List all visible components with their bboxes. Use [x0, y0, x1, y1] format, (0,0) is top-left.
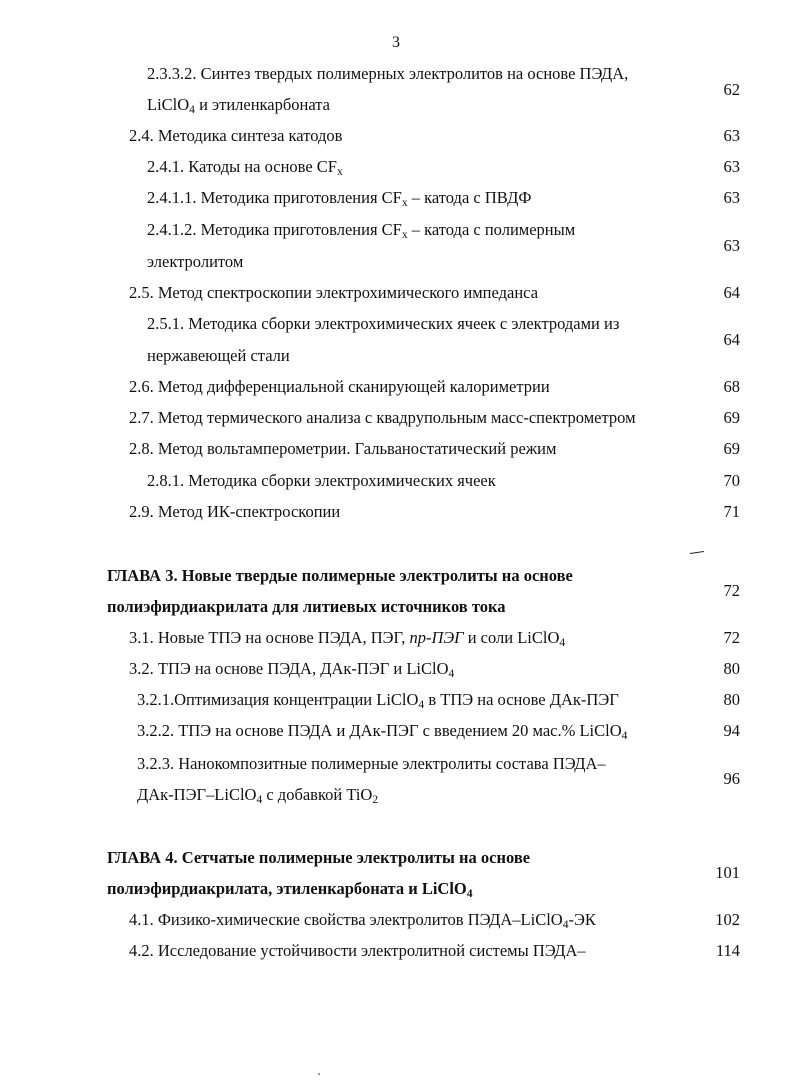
- toc-entry-text: 3.1. Новые ТПЭ на основе ПЭДА, ПЭГ, пр-ПЭГ и соли LiClO$_4$: [129, 628, 566, 649]
- toc-chapter-text: ГЛАВА 3. Новые твердые полимерные электролиты на основе: [107, 566, 573, 585]
- toc-entry-text: 2.6. Метод дифференциальной сканирующей калориметрии: [129, 377, 550, 396]
- toc-page-number: 62: [723, 80, 740, 99]
- toc-page-number: 70: [723, 471, 740, 490]
- toc-entry-text: электролитом: [147, 252, 244, 271]
- toc-entry-text: 4.1. Физико-химические свойства электролитов ПЭДА–LiClO$_4$-ЭК: [129, 910, 596, 931]
- toc-entry-text: 2.4.1.1. Методика приготовления $CF_x$ – катода с ПВДФ: [147, 188, 532, 209]
- toc-entry-text: 2.9. Метод ИК-спектроскопии: [129, 502, 341, 521]
- toc-chapter-text: полиэфирдиакрилата для литиевых источников тока: [107, 597, 506, 616]
- toc-entry-text: 2.8.1. Методика сборки электрохимических ячеек: [147, 471, 496, 490]
- toc-page-number: 63: [723, 126, 740, 145]
- toc-page-number: 80: [723, 659, 740, 678]
- toc-entry-text: 2.3.3.2. Синтез твердых полимерных электролитов на основе ПЭДА,: [147, 64, 629, 83]
- toc-page-number: 63: [723, 188, 740, 207]
- stray-mark: [690, 551, 704, 554]
- toc-entry-text: 2.5. Метод спектроскопии электрохимического импеданса: [129, 283, 539, 302]
- toc-entry-text: 4.2. Исследование устойчивости электролитной системы ПЭДА–: [129, 941, 586, 960]
- toc-entry-text: 2.5.1. Методика сборки электрохимических ячеек с электродами из: [147, 314, 620, 333]
- toc-page-number: 72: [723, 581, 740, 600]
- toc-entry-text: 3.2.2. ТПЭ на основе ПЭДА и ДАк-ПЭГ с введением 20 мас.% LiClO$_4$: [137, 721, 628, 742]
- toc-page-number: 94: [723, 721, 740, 740]
- toc-entry-text: ДАк-ПЭГ–LiClO$_4$ с добавкой TiO$_2$: [137, 785, 379, 806]
- toc-page-number: 69: [723, 439, 740, 458]
- toc-entry-text: 3.2.3. Нанокомпозитные полимерные электролиты состава ПЭДА–: [137, 754, 606, 773]
- toc-entry-text: LiClO$_4$ и этиленкарбоната: [147, 95, 330, 116]
- toc-page-number: 96: [723, 769, 740, 788]
- toc-page-number: 102: [715, 910, 740, 929]
- toc-entry-text: 3.2. ТПЭ на основе ПЭДА, ДАк-ПЭГ и LiClO$_4$: [129, 659, 455, 680]
- toc-page-number: 80: [723, 690, 740, 709]
- toc-entry-text: 2.7. Метод термического анализа с квадрупольным масс-спектрометром: [129, 408, 636, 427]
- toc-page-number: 64: [723, 283, 740, 302]
- toc-chapter-text: полиэфирдиакрилата, этиленкарбоната и LiClO$_4$: [107, 879, 473, 900]
- toc-page-number: 69: [723, 408, 740, 427]
- toc-page-number: 68: [723, 377, 740, 396]
- toc-page-number: 72: [723, 628, 740, 647]
- toc-entry-text: 2.8. Метод вольтамперометрии. Гальваностатический режим: [129, 439, 557, 458]
- scan-speck: [318, 1073, 320, 1075]
- toc-entry-text: 2.4.1.2. Методика приготовления $CF_x$ – катода с полимерным: [147, 220, 576, 241]
- toc-chapter-text: ГЛАВА 4. Сетчатые полимерные электролиты на основе: [107, 848, 531, 867]
- toc-page-number: 71: [723, 502, 740, 521]
- toc-entry-text: 2.4.1. Катоды на основе $CF_x$: [147, 157, 343, 178]
- toc-entry-text: 3.2.1.Оптимизация концентрации LiClO$_4$ в ТПЭ на основе ДАк-ПЭГ: [137, 690, 619, 711]
- toc-page-number: 63: [723, 157, 740, 176]
- toc-page-number: 101: [715, 863, 740, 882]
- toc-page-number: 114: [715, 941, 740, 960]
- toc-entry-text: 2.4. Методика синтеза катодов: [129, 126, 343, 145]
- page-number: 3: [392, 34, 400, 51]
- toc-page-number: 63: [723, 236, 740, 255]
- toc-entry-text: нержавеющей стали: [147, 346, 290, 365]
- toc-page-number: 64: [723, 330, 740, 349]
